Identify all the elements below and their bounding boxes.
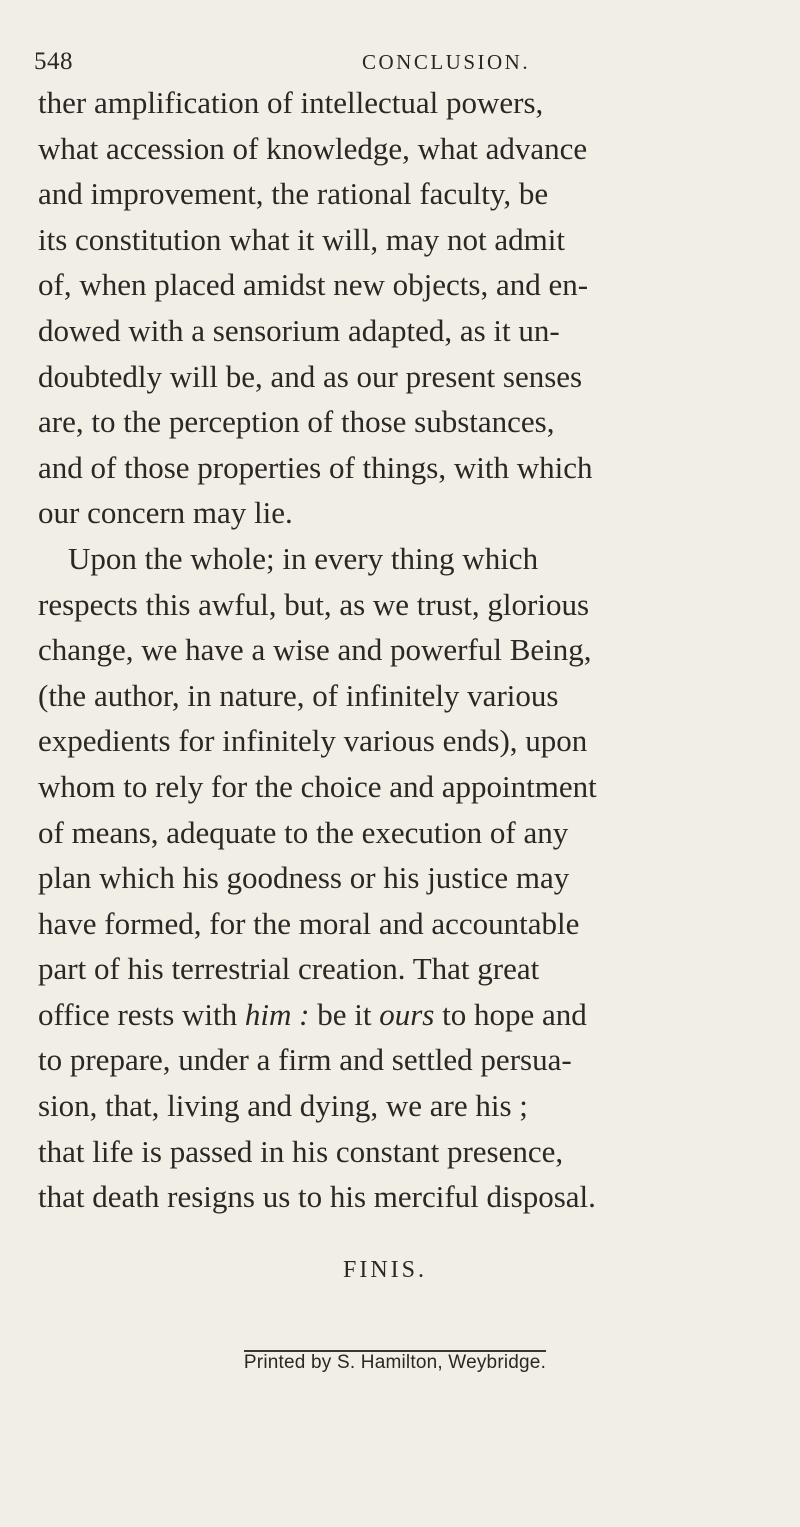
text-line: our concern may lie.: [38, 495, 293, 531]
text-segment: to hope and: [434, 996, 587, 1032]
italic-word-ours: ours: [379, 996, 435, 1032]
text-line: and improvement, the rational faculty, be: [38, 176, 549, 212]
paragraph-start-line: Upon the whole; in every thing which: [68, 540, 539, 576]
body-text: [38, 80, 628, 1220]
text-line: what accession of knowledge, what advance: [38, 130, 588, 166]
text-line-with-italics: [38, 992, 628, 1038]
text-line: part of his terrestrial creation. That great: [38, 951, 540, 987]
text-line: dowed with a sensorium adapted, as it un-: [38, 312, 560, 348]
text-line: of, when placed amidst new objects, and en-: [38, 267, 589, 303]
imprint-text: Printed by S. Hamilton, Weybridge.: [243, 1352, 547, 1373]
text-line: doubtedly will be, and as our present senses: [38, 358, 583, 394]
text-line: respects this awful, but, as we trust, glorious: [38, 586, 590, 622]
text-line: are, to the perception of those substances,: [38, 404, 555, 440]
text-segment: be it: [309, 996, 380, 1032]
finis-text: FINIS.: [342, 1257, 427, 1283]
text-line: change, we have a wise and powerful Being,: [38, 632, 592, 668]
page-number: 548: [34, 48, 73, 75]
text-line: sion, that, living and dying, we are his ;: [38, 1088, 528, 1124]
text-segment: office rests with: [38, 996, 245, 1032]
text-line: ther amplification of intellectual powers,: [38, 85, 544, 120]
running-title: CONCLUSION.: [362, 50, 531, 74]
text-line: to prepare, under a firm and settled persua-: [38, 1042, 572, 1078]
text-line: that life is passed in his constant presence,: [38, 1133, 564, 1169]
text-line: of means, adequate to the execution of any: [38, 814, 569, 850]
text-line: and of those properties of things, with which: [38, 449, 593, 485]
printer-imprint: [0, 1350, 800, 1374]
text-line: whom to rely for the choice and appointment: [38, 768, 597, 804]
text-line: expedients for infinitely various ends), upon: [38, 723, 588, 759]
finis-heading: [0, 1257, 800, 1284]
italic-word-him: him :: [244, 996, 310, 1032]
text-line: (the author, in nature, of infinitely various: [38, 677, 559, 713]
text-line: plan which his goodness or his justice may: [38, 860, 570, 896]
text-line: that death resigns us to his merciful disposal.: [38, 1179, 596, 1215]
text-line: its constitution what it will, may not admit: [38, 221, 565, 257]
text-line: have formed, for the moral and accountable: [38, 905, 580, 941]
